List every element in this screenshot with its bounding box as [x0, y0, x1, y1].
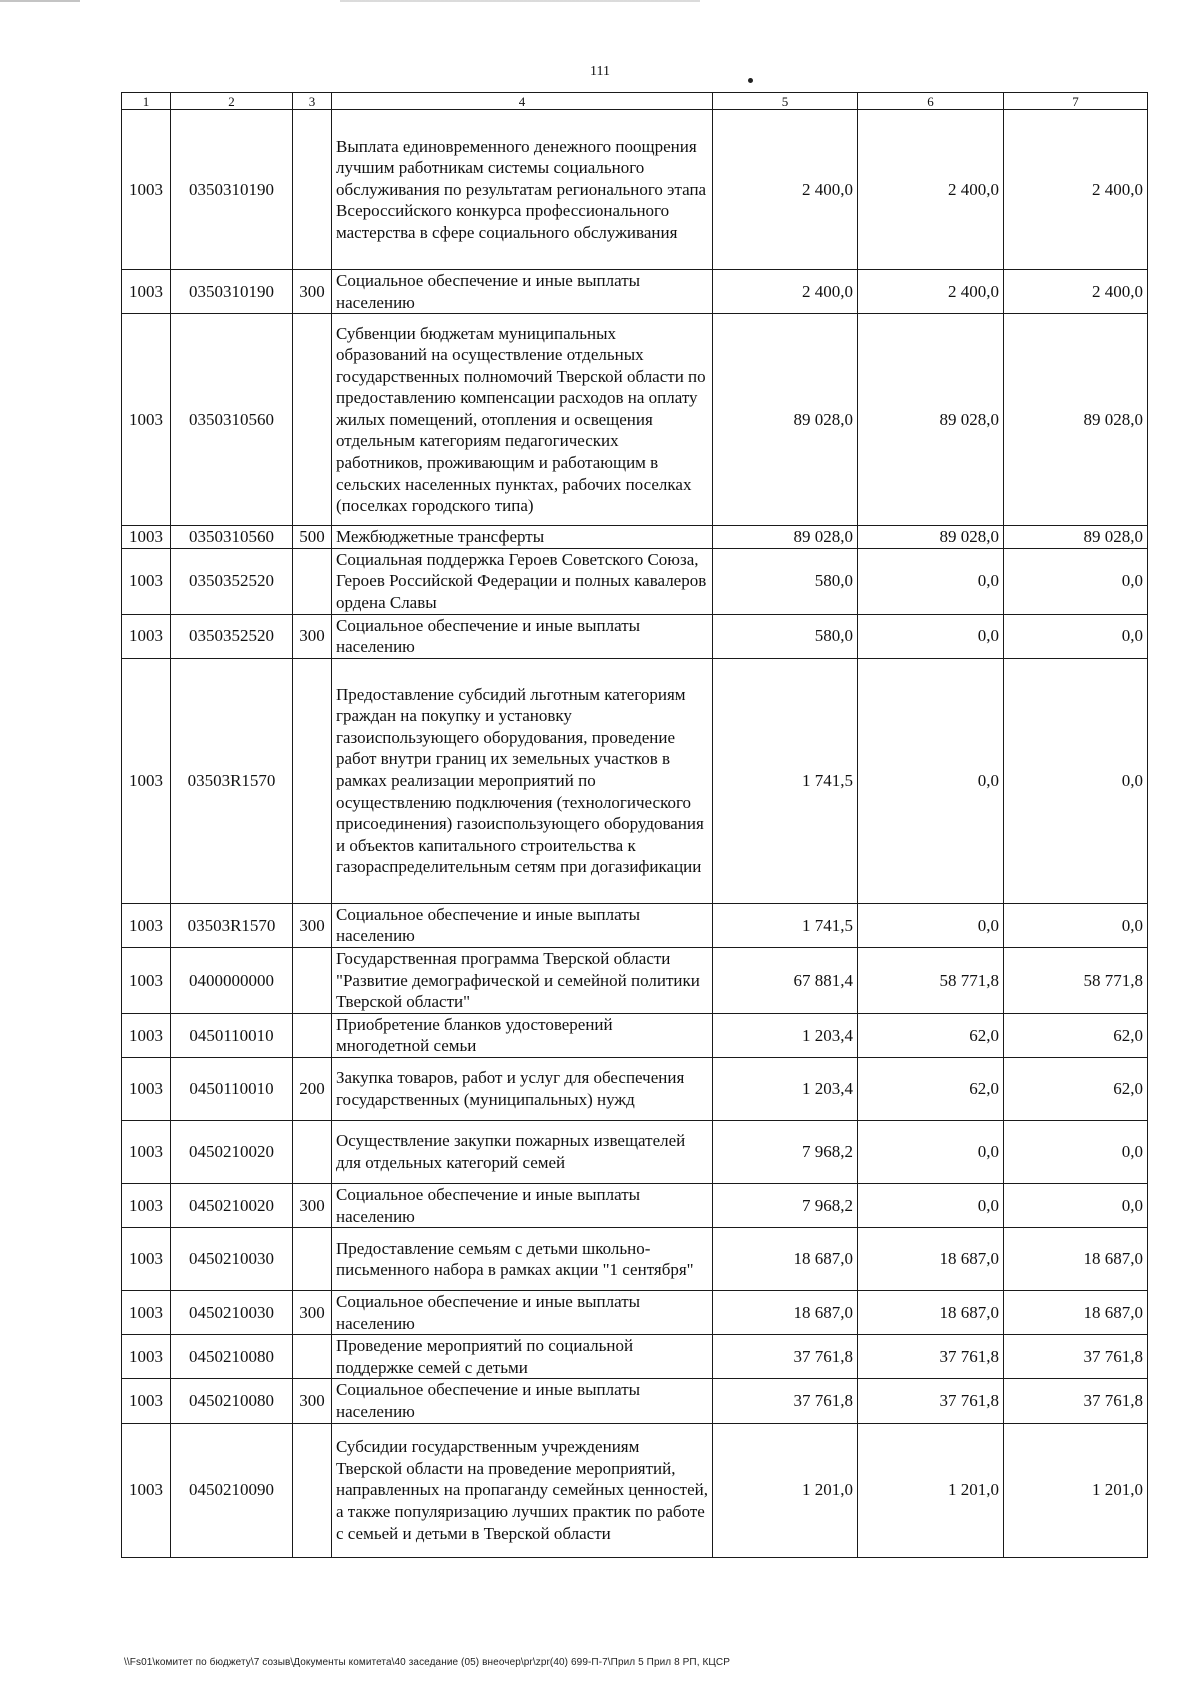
- expense-type-cell: [293, 1120, 332, 1183]
- amount-year2-cell: 0,0: [858, 548, 1004, 614]
- amount-year2-cell: 37 761,8: [858, 1335, 1004, 1379]
- header-cell-3: 3: [293, 93, 332, 110]
- section-cell: 1003: [122, 903, 171, 947]
- amount-year3-cell: 89 028,0: [1004, 526, 1148, 549]
- amount-year1-cell: 1 741,5: [713, 903, 858, 947]
- amount-year2-cell: 89 028,0: [858, 526, 1004, 549]
- amount-year3-cell: 58 771,8: [1004, 947, 1148, 1013]
- amount-year1-cell: 89 028,0: [713, 526, 858, 549]
- target-code-cell: 0350310190: [171, 110, 293, 270]
- expense-type-cell: 500: [293, 526, 332, 549]
- header-cell-7: 7: [1004, 93, 1148, 110]
- scan-artifact-line: [0, 0, 1200, 2]
- amount-year2-cell: 0,0: [858, 614, 1004, 658]
- target-code-cell: 0350310190: [171, 270, 293, 314]
- amount-year2-cell: 18 687,0: [858, 1291, 1004, 1335]
- description-cell: Социальное обеспечение и иные выплаты населению: [332, 1183, 713, 1227]
- section-cell: 1003: [122, 1379, 171, 1423]
- budget-table-container: [121, 92, 1147, 1558]
- table-row: [122, 1183, 1148, 1227]
- table-row: [122, 1291, 1148, 1335]
- amount-year3-cell: 0,0: [1004, 548, 1148, 614]
- amount-year2-cell: 0,0: [858, 1120, 1004, 1183]
- description-cell: Социальное обеспечение и иные выплаты населению: [332, 903, 713, 947]
- target-code-cell: 0450210030: [171, 1291, 293, 1335]
- expense-type-cell: [293, 314, 332, 526]
- description-cell: Социальное обеспечение и иные выплаты населению: [332, 1291, 713, 1335]
- target-code-cell: 0350352520: [171, 548, 293, 614]
- section-cell: 1003: [122, 270, 171, 314]
- section-cell: 1003: [122, 526, 171, 549]
- description-cell: Межбюджетные трансферты: [332, 526, 713, 549]
- expense-type-cell: [293, 1228, 332, 1291]
- section-cell: 1003: [122, 1183, 171, 1227]
- description-cell: Приобретение бланков удостоверений многодетной семьи: [332, 1013, 713, 1057]
- amount-year3-cell: 37 761,8: [1004, 1379, 1148, 1423]
- expense-type-cell: 300: [293, 270, 332, 314]
- amount-year1-cell: 580,0: [713, 548, 858, 614]
- amount-year3-cell: 2 400,0: [1004, 110, 1148, 270]
- target-code-cell: 0450110010: [171, 1057, 293, 1120]
- description-cell: Предоставление семьям с детьми школьно-письменного набора в рамках акции "1 сентября": [332, 1228, 713, 1291]
- amount-year1-cell: 1 201,0: [713, 1423, 858, 1557]
- expense-type-cell: 300: [293, 1291, 332, 1335]
- amount-year2-cell: 18 687,0: [858, 1228, 1004, 1291]
- target-code-cell: 0350352520: [171, 614, 293, 658]
- table-row: [122, 110, 1148, 270]
- amount-year1-cell: 7 968,2: [713, 1120, 858, 1183]
- amount-year3-cell: 37 761,8: [1004, 1335, 1148, 1379]
- expense-type-cell: 300: [293, 903, 332, 947]
- expense-type-cell: [293, 1013, 332, 1057]
- amount-year3-cell: 0,0: [1004, 658, 1148, 903]
- amount-year3-cell: 0,0: [1004, 1183, 1148, 1227]
- table-row: [122, 270, 1148, 314]
- table-row: [122, 1120, 1148, 1183]
- target-code-cell: 0450210020: [171, 1183, 293, 1227]
- table-row: [122, 1335, 1148, 1379]
- header-cell-6: 6: [858, 93, 1004, 110]
- amount-year2-cell: 1 201,0: [858, 1423, 1004, 1557]
- section-cell: 1003: [122, 1013, 171, 1057]
- amount-year3-cell: 62,0: [1004, 1057, 1148, 1120]
- table-row: [122, 614, 1148, 658]
- description-cell: Социальное обеспечение и иные выплаты населению: [332, 1379, 713, 1423]
- section-cell: 1003: [122, 658, 171, 903]
- amount-year1-cell: 580,0: [713, 614, 858, 658]
- target-code-cell: 0400000000: [171, 947, 293, 1013]
- amount-year1-cell: 18 687,0: [713, 1228, 858, 1291]
- expense-type-cell: [293, 1335, 332, 1379]
- target-code-cell: 03503R1570: [171, 903, 293, 947]
- section-cell: 1003: [122, 110, 171, 270]
- budget-table: [121, 92, 1148, 1558]
- expense-type-cell: [293, 110, 332, 270]
- amount-year2-cell: 0,0: [858, 658, 1004, 903]
- table-row: [122, 1057, 1148, 1120]
- header-cell-1: 1: [122, 93, 171, 110]
- amount-year1-cell: 89 028,0: [713, 314, 858, 526]
- amount-year3-cell: 1 201,0: [1004, 1423, 1148, 1557]
- table-row: [122, 903, 1148, 947]
- target-code-cell: 0450210080: [171, 1335, 293, 1379]
- expense-type-cell: 300: [293, 614, 332, 658]
- section-cell: 1003: [122, 1423, 171, 1557]
- amount-year3-cell: 0,0: [1004, 614, 1148, 658]
- header-cell-4: 4: [332, 93, 713, 110]
- amount-year2-cell: 2 400,0: [858, 110, 1004, 270]
- target-code-cell: 03503R1570: [171, 658, 293, 903]
- target-code-cell: 0350310560: [171, 314, 293, 526]
- amount-year3-cell: 62,0: [1004, 1013, 1148, 1057]
- page-number: 111: [590, 64, 610, 79]
- table-body: [122, 110, 1148, 1558]
- target-code-cell: 0450210080: [171, 1379, 293, 1423]
- target-code-cell: 0450210090: [171, 1423, 293, 1557]
- amount-year2-cell: 37 761,8: [858, 1379, 1004, 1423]
- amount-year2-cell: 89 028,0: [858, 314, 1004, 526]
- amount-year1-cell: 37 761,8: [713, 1335, 858, 1379]
- amount-year3-cell: 2 400,0: [1004, 270, 1148, 314]
- table-row: [122, 526, 1148, 549]
- description-cell: Осуществление закупки пожарных извещателей для отдельных категорий семей: [332, 1120, 713, 1183]
- amount-year1-cell: 1 203,4: [713, 1013, 858, 1057]
- description-cell: Субвенции бюджетам муниципальных образований на осуществление отдельных государственных полномочий Тверской области по предоставлению компенсации расходов на оплату жилых помещений, отопления и освещения отдельным категориям педагогических работников, проживающим и работающим в сельских населенных пунктах, рабочих поселках (поселках городского типа): [332, 314, 713, 526]
- amount-year3-cell: 0,0: [1004, 903, 1148, 947]
- table-row: [122, 1013, 1148, 1057]
- target-code-cell: 0350310560: [171, 526, 293, 549]
- expense-type-cell: 300: [293, 1379, 332, 1423]
- description-cell: Субсидии государственным учреждениям Тверской области на проведение мероприятий, направленных на пропаганду семейных ценностей, а также популяризацию лучших практик по работе с семьей и детьми в Тверской области: [332, 1423, 713, 1557]
- description-cell: Социальное обеспечение и иные выплаты населению: [332, 270, 713, 314]
- target-code-cell: 0450110010: [171, 1013, 293, 1057]
- file-path-footer: \\Fs01\комитет по бюджету\7 созыв\Документы комитета\40 заседание (05) внеочер\pr\zpr(40) 699-П-7\Прил 5 Прил 8 РП, КЦСР: [124, 1657, 730, 1668]
- header-row: [122, 93, 1148, 110]
- amount-year3-cell: 18 687,0: [1004, 1228, 1148, 1291]
- table-row: [122, 1379, 1148, 1423]
- description-cell: Социальное обеспечение и иные выплаты населению: [332, 614, 713, 658]
- table-header: [122, 93, 1148, 110]
- amount-year1-cell: 37 761,8: [713, 1379, 858, 1423]
- amount-year2-cell: 0,0: [858, 1183, 1004, 1227]
- section-cell: 1003: [122, 1057, 171, 1120]
- expense-type-cell: [293, 658, 332, 903]
- section-cell: 1003: [122, 614, 171, 658]
- section-cell: 1003: [122, 1228, 171, 1291]
- expense-type-cell: 200: [293, 1057, 332, 1120]
- header-cell-5: 5: [713, 93, 858, 110]
- table-row: [122, 314, 1148, 526]
- expense-type-cell: [293, 1423, 332, 1557]
- amount-year1-cell: 2 400,0: [713, 270, 858, 314]
- description-cell: Социальная поддержка Героев Советского Союза, Героев Российской Федерации и полных кавалеров ордена Славы: [332, 548, 713, 614]
- amount-year1-cell: 1 203,4: [713, 1057, 858, 1120]
- section-cell: 1003: [122, 314, 171, 526]
- section-cell: 1003: [122, 1120, 171, 1183]
- expense-type-cell: [293, 947, 332, 1013]
- description-cell: Закупка товаров, работ и услуг для обеспечения государственных (муниципальных) нужд: [332, 1057, 713, 1120]
- table-row: [122, 548, 1148, 614]
- amount-year2-cell: 0,0: [858, 903, 1004, 947]
- amount-year3-cell: 0,0: [1004, 1120, 1148, 1183]
- amount-year1-cell: 2 400,0: [713, 110, 858, 270]
- header-cell-2: 2: [171, 93, 293, 110]
- description-cell: Выплата единовременного денежного поощрения лучшим работникам системы социального обслуживания по результатам регионального этапа Всероссийского конкурса профессионального мастерства в сфере социального обслуживания: [332, 110, 713, 270]
- amount-year1-cell: 67 881,4: [713, 947, 858, 1013]
- expense-type-cell: 300: [293, 1183, 332, 1227]
- description-cell: Проведение мероприятий по социальной поддержке семей с детьми: [332, 1335, 713, 1379]
- scan-dot-mark: [748, 78, 753, 83]
- amount-year1-cell: 7 968,2: [713, 1183, 858, 1227]
- amount-year1-cell: 1 741,5: [713, 658, 858, 903]
- section-cell: 1003: [122, 548, 171, 614]
- target-code-cell: 0450210020: [171, 1120, 293, 1183]
- table-row: [122, 658, 1148, 903]
- section-cell: 1003: [122, 1335, 171, 1379]
- amount-year2-cell: 2 400,0: [858, 270, 1004, 314]
- amount-year3-cell: 18 687,0: [1004, 1291, 1148, 1335]
- table-row: [122, 1228, 1148, 1291]
- description-cell: Государственная программа Тверской области "Развитие демографической и семейной политики Тверской области": [332, 947, 713, 1013]
- amount-year2-cell: 62,0: [858, 1057, 1004, 1120]
- expense-type-cell: [293, 548, 332, 614]
- amount-year3-cell: 89 028,0: [1004, 314, 1148, 526]
- table-row: [122, 947, 1148, 1013]
- amount-year1-cell: 18 687,0: [713, 1291, 858, 1335]
- amount-year2-cell: 62,0: [858, 1013, 1004, 1057]
- table-row: [122, 1423, 1148, 1557]
- target-code-cell: 0450210030: [171, 1228, 293, 1291]
- description-cell: Предоставление субсидий льготным категориям граждан на покупку и установку газоиспользующего оборудования, проведение работ внутри границ их земельных участков в рамках реализации мероприятий по осуществлению подключения (технологического присоединения) газоиспользующего оборудования и объектов капитального строительства к газораспределительным сетям при догазификации: [332, 658, 713, 903]
- section-cell: 1003: [122, 947, 171, 1013]
- amount-year2-cell: 58 771,8: [858, 947, 1004, 1013]
- section-cell: 1003: [122, 1291, 171, 1335]
